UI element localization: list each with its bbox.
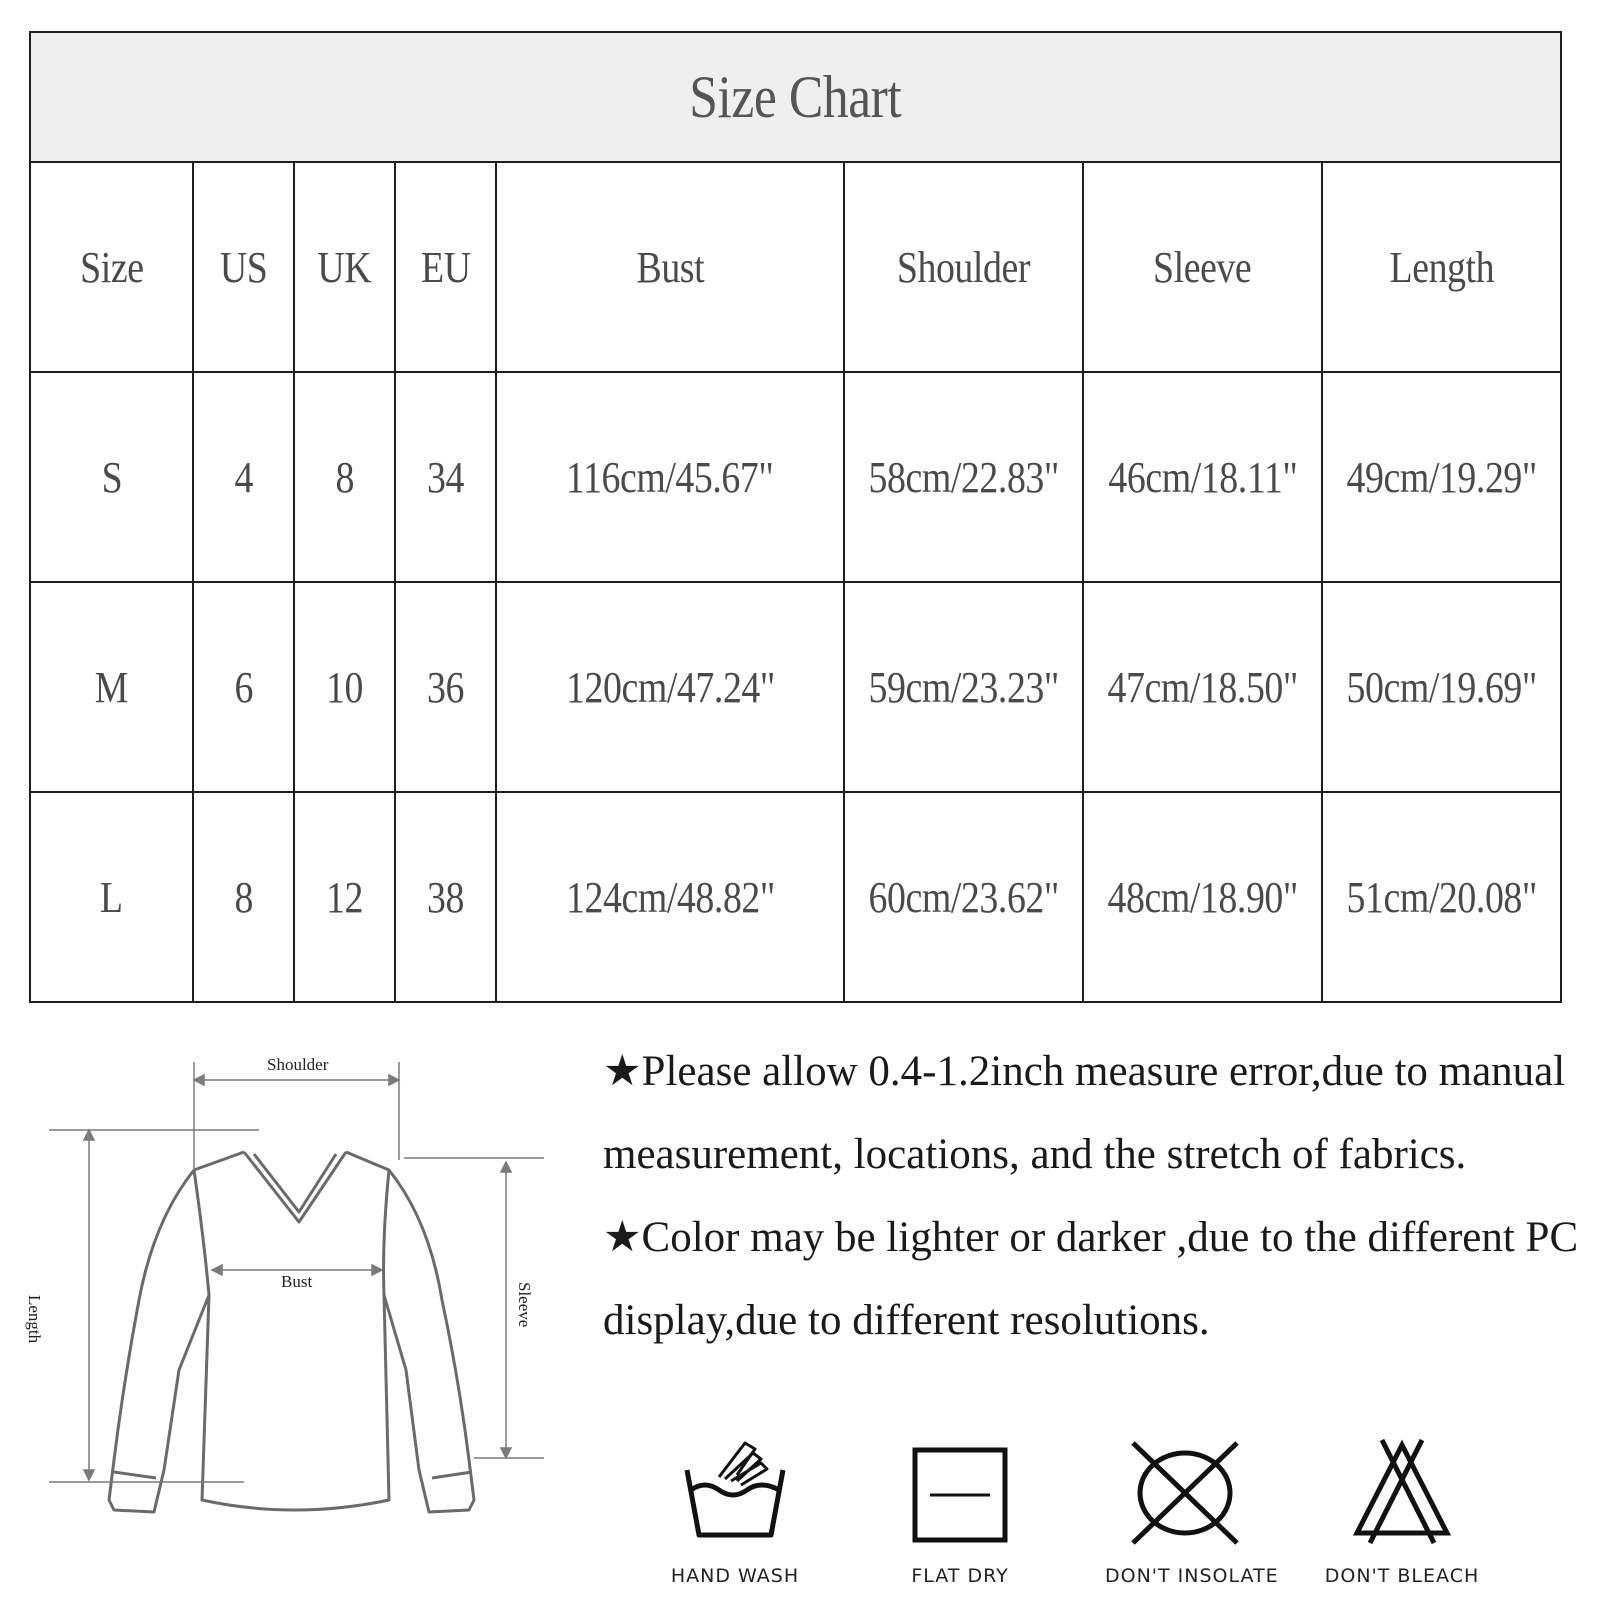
- notes-block: [603, 1030, 1593, 1362]
- table-cell: 116cm/45.67": [496, 372, 844, 582]
- table-cell: 12: [294, 792, 395, 1002]
- table-cell: S: [30, 372, 193, 582]
- table-cell: 46cm/18.11": [1083, 372, 1322, 582]
- care-label: DON'T BLEACH: [1324, 1565, 1480, 1587]
- flat-dry-icon: [900, 1435, 1020, 1545]
- column-header: Sleeve: [1083, 162, 1322, 372]
- care-item: [880, 1435, 1040, 1585]
- care-item: [1105, 1435, 1279, 1587]
- table-cell: 59cm/23.23": [844, 582, 1083, 792]
- table-cell: 10: [294, 582, 395, 792]
- hand-wash-icon: [675, 1435, 795, 1545]
- dont-bleach-icon: [1342, 1435, 1462, 1545]
- table-cell: 8: [294, 372, 395, 582]
- care-item: [1322, 1435, 1482, 1585]
- dont-insolate-icon: [1125, 1435, 1245, 1545]
- column-header: Shoulder: [844, 162, 1083, 372]
- table-cell: L: [30, 792, 193, 1002]
- table-cell: 6: [193, 582, 294, 792]
- column-header: Length: [1322, 162, 1561, 372]
- table-cell: 47cm/18.50": [1083, 582, 1322, 792]
- chart-title: Size Chart: [30, 32, 1561, 162]
- table-cell: 38: [395, 792, 496, 1002]
- table-row: [30, 582, 1561, 792]
- table-cell: 8: [193, 792, 294, 1002]
- table-cell: 50cm/19.69": [1322, 582, 1561, 792]
- care-label: FLAT DRY: [911, 1565, 1009, 1587]
- size-chart-table: [29, 31, 1562, 1003]
- column-header: EU: [395, 162, 496, 372]
- table-row: [30, 372, 1561, 582]
- column-header: US: [193, 162, 294, 372]
- shoulder-label: Shoulder: [267, 1055, 329, 1074]
- table-cell: 4: [193, 372, 294, 582]
- table-cell: 49cm/19.29": [1322, 372, 1561, 582]
- table-cell: 60cm/23.62": [844, 792, 1083, 1002]
- column-header: UK: [294, 162, 395, 372]
- column-header: Bust: [496, 162, 844, 372]
- table-cell: M: [30, 582, 193, 792]
- table-row: [30, 792, 1561, 1002]
- sleeve-label: Sleeve: [515, 1282, 534, 1328]
- bust-label: Bust: [281, 1272, 313, 1291]
- table-cell: 36: [395, 582, 496, 792]
- length-label: Length: [25, 1295, 44, 1344]
- note-measure-error: ★Please allow 0.4-1.2inch measure error,due to manual measurement, locations, and the stretch of fabrics.: [603, 1048, 1566, 1178]
- care-label: HAND WASH: [670, 1565, 800, 1587]
- care-label: DON'T INSOLATE: [1105, 1565, 1279, 1587]
- header-row: [30, 162, 1561, 372]
- table-cell: 34: [395, 372, 496, 582]
- table-cell: 51cm/20.08": [1322, 792, 1561, 1002]
- note-color-variation: ★Color may be lighter or darker ,due to the different PC display,due to different resolutions.: [603, 1214, 1579, 1344]
- sweater-outline-icon: [44, 1040, 574, 1555]
- table-cell: 58cm/22.83": [844, 372, 1083, 582]
- care-item: [655, 1435, 815, 1585]
- table-cell: 48cm/18.90": [1083, 792, 1322, 1002]
- table-cell: 124cm/48.82": [496, 792, 844, 1002]
- measurement-diagram: [25, 1040, 574, 1555]
- column-header: Size: [30, 162, 193, 372]
- table-cell: 120cm/47.24": [496, 582, 844, 792]
